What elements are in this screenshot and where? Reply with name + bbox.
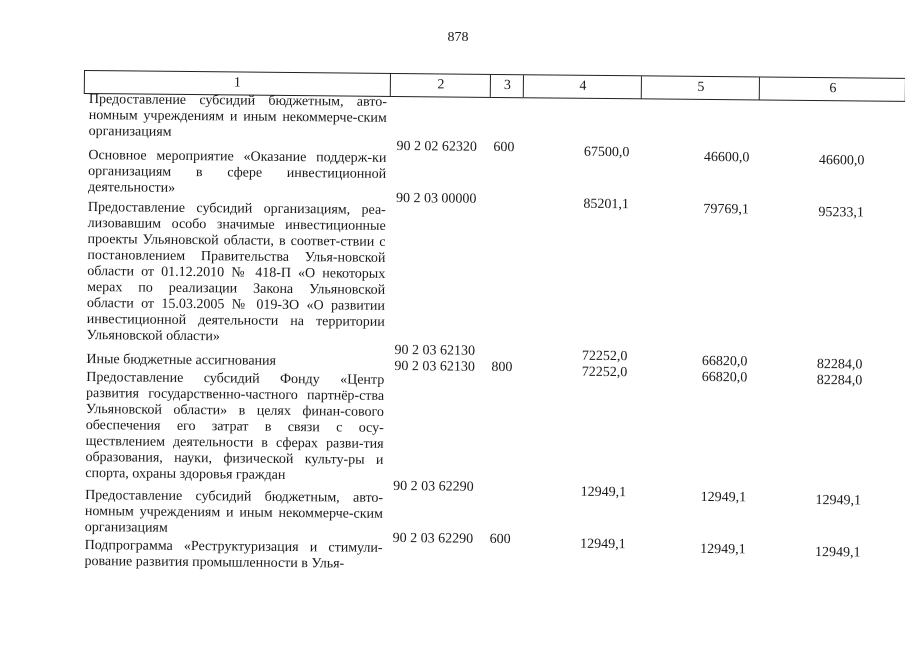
row-code: 90 2 03 62290 xyxy=(392,530,474,547)
row-name: Предоставление субсидий бюджетным, авто-номным учреждениям и иным некоммерче-ским организациям xyxy=(84,488,384,536)
row-name: Подпрограмма «Реструктуризация и стимули-рование развития промышленности в Улья- xyxy=(84,538,383,572)
row-expense-type: 600 xyxy=(489,531,511,548)
row-code: 90 2 03 62130 xyxy=(394,358,475,375)
row-code: 90 2 02 62320 xyxy=(396,139,478,155)
row-value-4: 72252,0 xyxy=(581,348,628,365)
row-name: Основное мероприятие «Оказание поддерж-ки организациям в сфере инвестиционной деятельности» xyxy=(87,148,387,196)
row-code: 90 2 03 62130 xyxy=(394,342,476,359)
row-value-6: 12949,1 xyxy=(815,545,861,561)
row-name: Предоставление субсидий бюджетным, авто-номным учреждениям и иным некоммерче-ским организациям xyxy=(88,92,387,140)
row-value-5: 12949,1 xyxy=(700,541,746,558)
header-col-4: 4 xyxy=(523,75,642,98)
row-name: Предоставление субсидий организациям, реа-лизовавшим особо значимые инвестиционные проекты Ульяновской области, в соответ-ствии с постановлением Правительства Улья-новской области от 01.12.2010 № 418-П «О некоторых мерах по реализации Закона Ульяновской области от 15.03.2005 № 019-ЗО «О развитии инвестиционной деятельности на территории Ульяновской области» xyxy=(86,200,386,345)
row-value-5: 79769,1 xyxy=(703,201,749,218)
header-col-3: 3 xyxy=(490,75,524,97)
row-value-5: 12949,1 xyxy=(700,489,747,506)
header-col-2: 2 xyxy=(390,74,491,97)
row-value-5: 66820,0 xyxy=(701,369,748,386)
row-value-6: 46600,0 xyxy=(818,153,865,169)
row-value-6: 82284,0 xyxy=(816,373,863,389)
row-value-6: 82284,0 xyxy=(816,357,863,373)
row-expense-type: 800 xyxy=(491,359,513,376)
row-value-4: 72252,0 xyxy=(581,364,628,381)
row-value-4: 67500,0 xyxy=(583,144,630,161)
row-expense-type: 600 xyxy=(493,139,515,156)
row-code: 90 2 03 62290 xyxy=(393,478,474,495)
row-value-4: 85201,1 xyxy=(583,196,629,213)
row-name: Предоставление субсидий Фонду «Центр развития государственно-частного партнёр-ства Ульяновской области» в целях финан-сового обеспечения его затрат в связи с осу-ществлением деятельности в сферах разви-тия образования, науки, физической культу-ры и спорта, охраны здоровья граждан xyxy=(85,370,385,483)
row-value-6: 12949,1 xyxy=(815,493,862,509)
row-value-4: 12949,1 xyxy=(580,536,626,553)
row-value-5: 66820,0 xyxy=(701,353,748,370)
row-value-5: 46600,0 xyxy=(703,149,750,166)
header-col-5: 5 xyxy=(641,76,760,99)
row-name: Иные бюджетные ассигнования xyxy=(86,352,277,369)
row-value-6: 95233,1 xyxy=(818,205,864,221)
row-code: 90 2 03 00000 xyxy=(395,191,477,207)
header-col-1: 1 xyxy=(233,75,241,91)
row-value-4: 12949,1 xyxy=(580,484,627,501)
header-col-6: 6 xyxy=(759,77,905,100)
page-number: 878 xyxy=(447,30,469,45)
